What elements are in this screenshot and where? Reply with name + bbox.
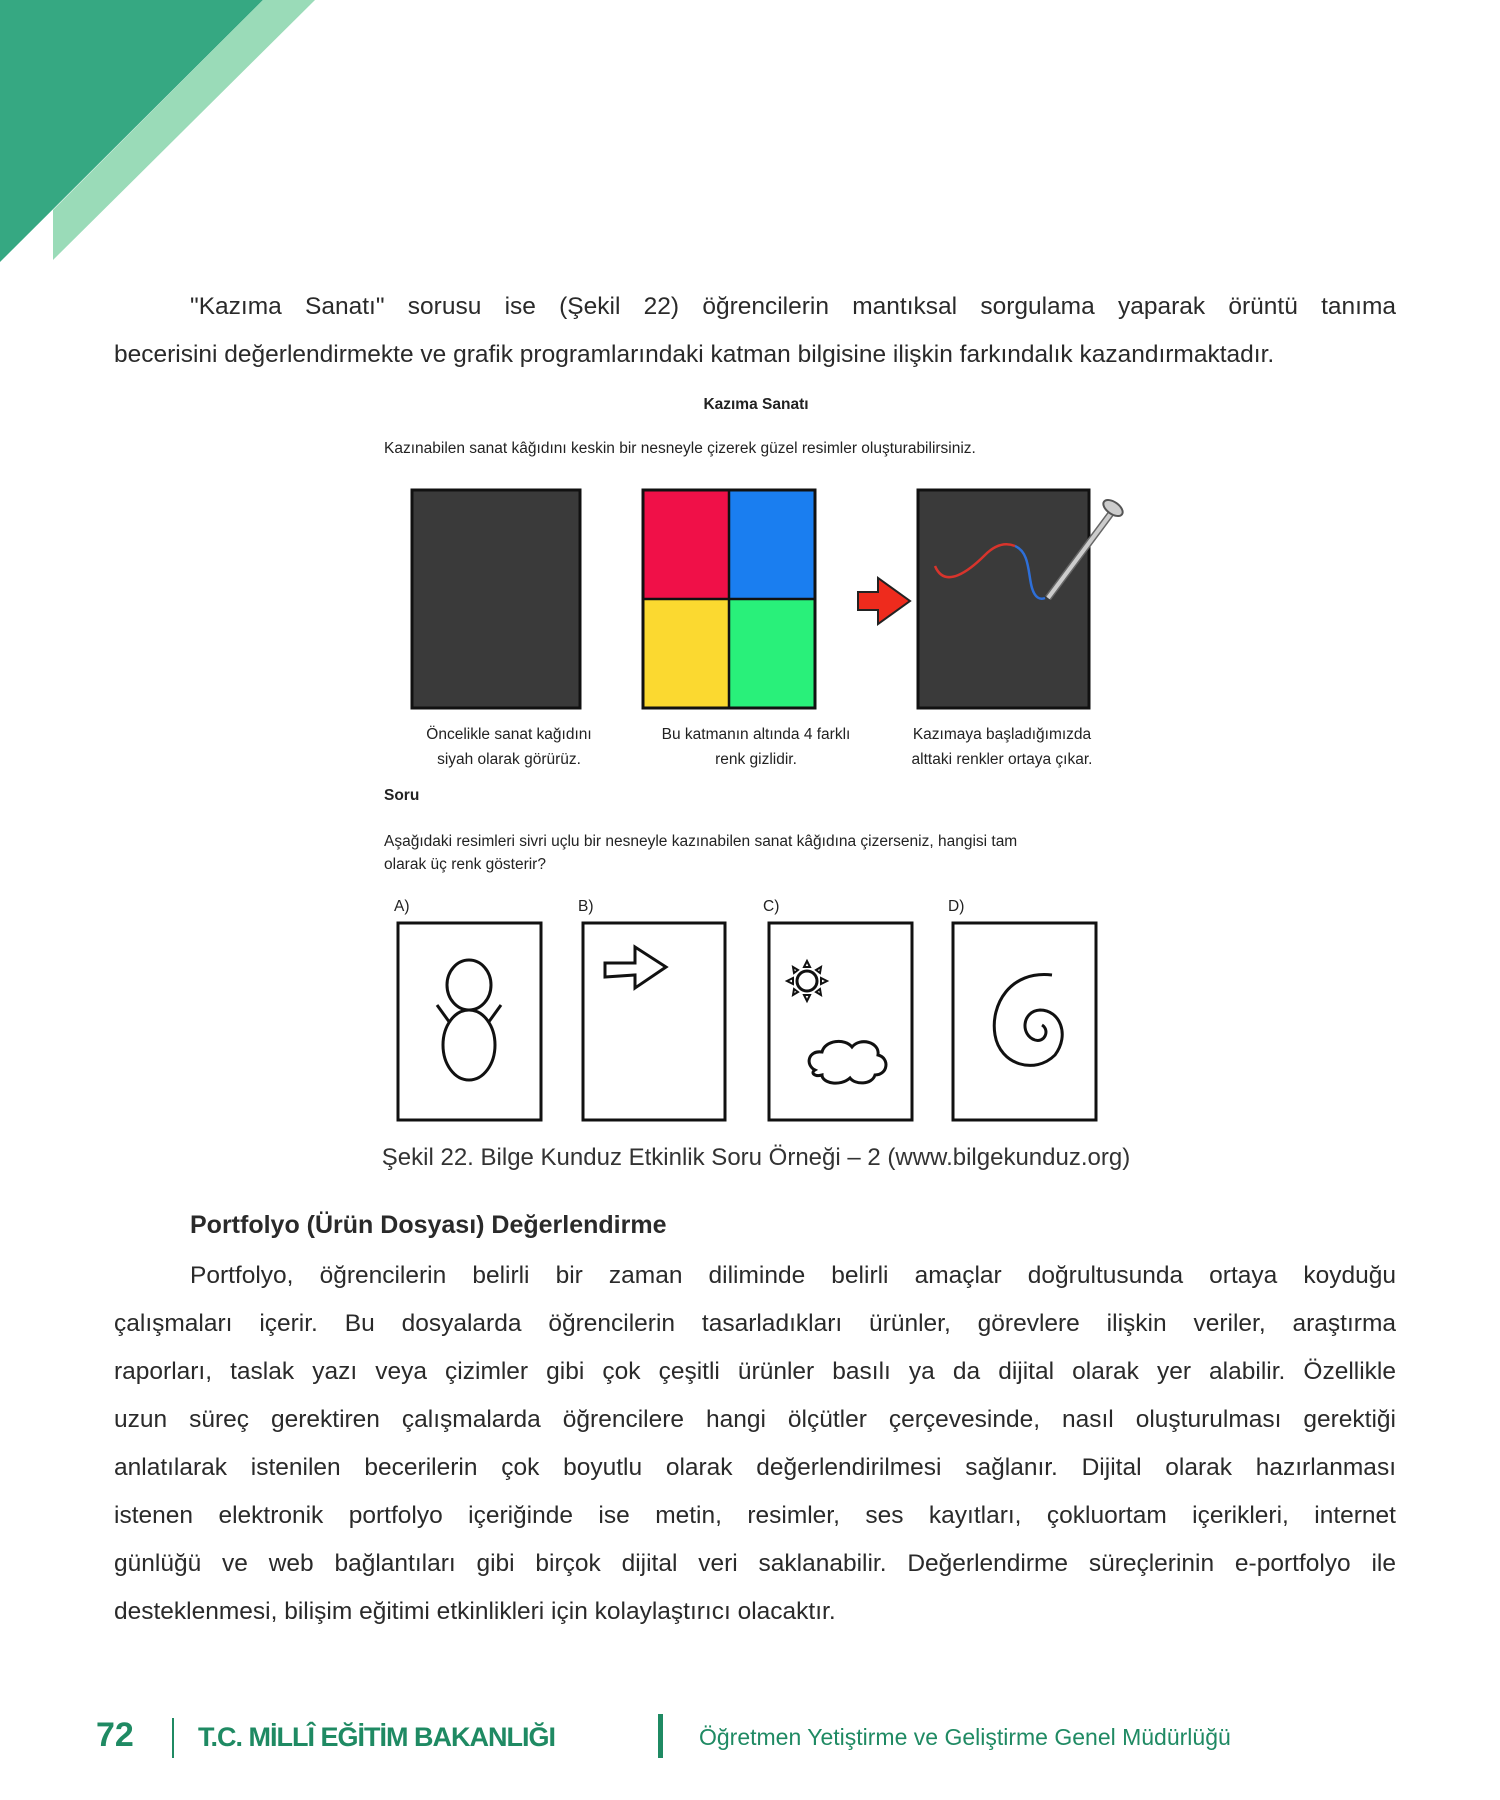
paragraph-line: becerisini değerlendirmekte ve grafik programlarındaki katman bilgisine ilişkin farkındalık kazandırmaktadır. (114, 341, 1275, 368)
caption-line: alttaki renkler ortaya çıkar. (911, 751, 1093, 768)
option-b-arrow (583, 923, 725, 1120)
option-d-spiral (953, 923, 1096, 1120)
panel-caption-1 (399, 722, 619, 772)
corner-triangle-dark (0, 0, 263, 262)
option-b-label: B) (578, 898, 594, 915)
intro-paragraph (114, 283, 1396, 379)
question-heading: Soru (384, 787, 420, 804)
figure-intro: Kazınabilen sanat kâğıdını keskin bir nesneyle çizerek güzel resimler oluşturabilirsiniz. (384, 440, 976, 457)
figure-panels (400, 480, 1140, 720)
paragraph-line: desteklenmesi, bilişim eğitimi etkinlikleri için kolaylaştırıcı olacaktır. (114, 1598, 836, 1625)
paragraph-line: raporları, taslak yazı veya çizimler gibi çok çeşitli ürünler basılı ya da dijital olarak yer alabilir. Özellikle (114, 1358, 1396, 1385)
caption-line: Bu katmanın altında 4 farklı (661, 726, 851, 743)
page-number: 72 (96, 1716, 134, 1754)
caption-line: Öncelikle sanat kağıdını (426, 726, 592, 743)
paragraph-line: çalışmaları içerir. Bu dosyalarda öğrencilerin tasarladıkları ürünler, görevlere ilişkin veriler, araştırma (114, 1310, 1396, 1337)
corner-decoration (0, 0, 320, 265)
caption-line: siyah olarak görürüz. (437, 751, 581, 768)
department-name: Öğretmen Yetiştirme ve Geliştirme Genel Müdürlüğü (699, 1724, 1231, 1750)
paragraph-line: "Kazıma Sanatı" sorusu ise (Şekil 22) öğrencilerin mantıksal sorgulama yaparak örüntü tanıma (190, 293, 1396, 320)
figure-caption: Şekil 22. Bilge Kunduz Etkinlik Soru Örneği – 2 (www.bilgekunduz.org) (381, 1144, 1131, 1171)
paragraph-line: anlatılarak istenilen becerilerin çok boyutlu olarak değerlendirilmesi sağlanır. Dijital olarak hazırlanması (114, 1454, 1396, 1481)
option-d-label: D) (948, 898, 965, 915)
question-text (384, 830, 1017, 876)
question-line: olarak üç renk gösterir? (384, 856, 546, 873)
portfolio-paragraph (114, 1252, 1396, 1636)
ministry-name: T.C. MİLLÎ EĞİTİM BAKANLIĞI (198, 1722, 555, 1752)
color-layers-panel (643, 490, 815, 708)
option-c-label: C) (763, 898, 780, 915)
black-paper-panel (412, 490, 580, 708)
caption-line: renk gizlidir. (715, 751, 797, 768)
question-line: Aşağıdaki resimleri sivri uçlu bir nesneyle kazınabilen sanat kâğıdına çizerseniz, hangisi tam (384, 833, 1018, 850)
caption-line: Kazımaya başladığımızda (912, 726, 1092, 743)
red-arrow-icon (858, 578, 910, 624)
figure-title: Kazıma Sanatı (703, 396, 809, 413)
panel-caption-2 (646, 722, 866, 772)
panel-caption-3 (892, 722, 1112, 772)
paragraph-line: uzun süreç gerektiren çalışmalarda öğrencilere hangi ölçütler çerçevesinde, nasıl oluşturulması gerektiği (114, 1406, 1396, 1433)
option-c-sun-cloud (769, 923, 912, 1120)
footer-divider-bold (658, 1714, 663, 1758)
scratched-paper-panel (918, 490, 1089, 708)
paragraph-line: istenen elektronik portfolyo içeriğinde ise metin, resimler, ses kayıtları, çokluortam içerikleri, internet (114, 1502, 1396, 1529)
answer-options (390, 915, 1110, 1130)
footer-divider (172, 1718, 174, 1758)
section-heading: Portfolyo (Ürün Dosyası) Değerlendirme (190, 1211, 667, 1239)
paragraph-line: günlüğü ve web bağlantıları gibi birçok dijital veri saklanabilir. Değerlendirme süreçlerinin e-portfolyo ile (114, 1550, 1396, 1577)
option-a-label: A) (394, 898, 410, 915)
paragraph-line: Portfolyo, öğrencilerin belirli bir zaman diliminde belirli amaçlar doğrultusunda ortaya koyduğu (190, 1262, 1396, 1289)
option-a-snowman (398, 923, 541, 1120)
